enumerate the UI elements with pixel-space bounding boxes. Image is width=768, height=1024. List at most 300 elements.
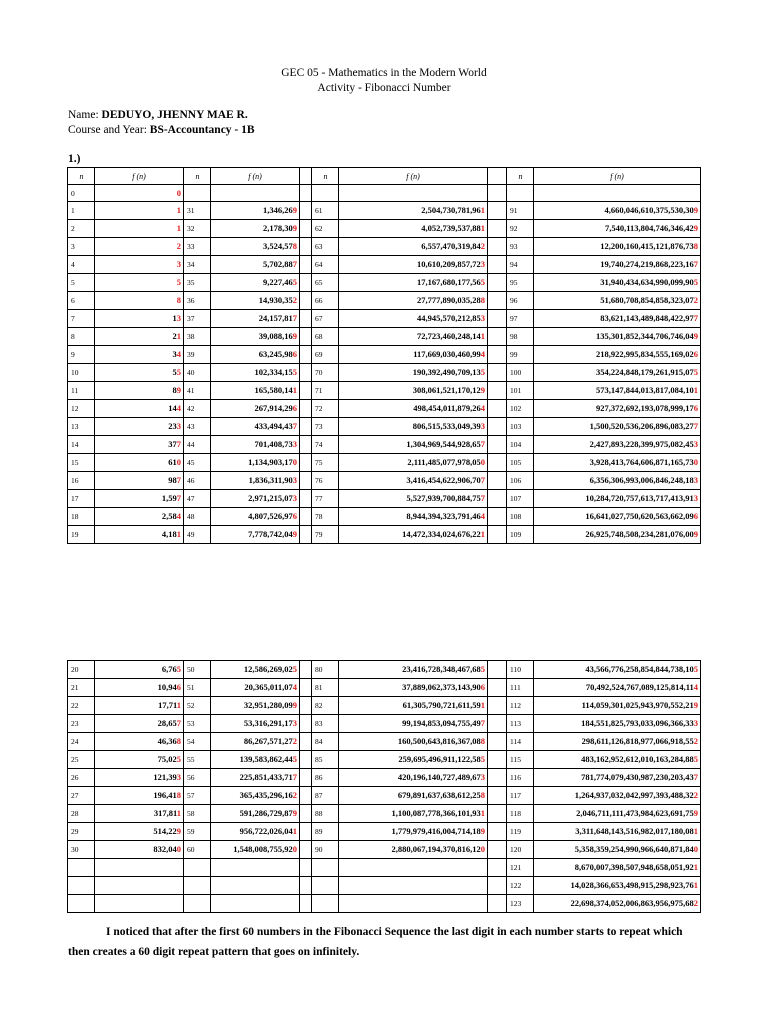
- column-spacer: [300, 661, 312, 679]
- fib-value: 2,58: [161, 511, 177, 521]
- column-spacer: [488, 490, 507, 508]
- fib-index-cell: 103: [507, 418, 534, 436]
- fib-value-last-digit: 0: [292, 457, 297, 467]
- table-row: [68, 436, 701, 454]
- fib-value-cell: [211, 274, 300, 292]
- column-spacer: [488, 346, 507, 364]
- fib-index-cell: 111: [507, 679, 534, 697]
- column-spacer: [300, 328, 312, 346]
- column-spacer: [300, 823, 312, 841]
- fib-value-last-digit: 5: [176, 367, 181, 377]
- fib-value-cell: [534, 679, 701, 697]
- fib-value-last-digit: 6: [292, 349, 297, 359]
- fib-index-cell: 63: [312, 238, 339, 256]
- course-title: GEC 05 - Mathematics in the Modern World: [281, 67, 487, 79]
- fib-value: 51,680,708,854,858,323,07: [600, 295, 694, 305]
- fib-value: 498,454,011,879,26: [413, 403, 481, 413]
- fib-index-cell: 34: [184, 256, 211, 274]
- table-header-row: [68, 168, 701, 185]
- fib-value-cell: [534, 274, 701, 292]
- column-spacer: [488, 364, 507, 382]
- table-row: [68, 751, 701, 769]
- fib-value: 102,334,15: [254, 367, 293, 377]
- fib-value: 165,580,14: [254, 385, 293, 395]
- fib-value-cell: [211, 202, 300, 220]
- fib-index-cell: 38: [184, 328, 211, 346]
- fib-value: 3,524,57: [263, 241, 293, 251]
- fib-value: 2,504,730,781,96: [421, 205, 481, 215]
- column-spacer: [488, 220, 507, 238]
- fib-index-cell: 106: [507, 472, 534, 490]
- fib-value-cell: [339, 508, 488, 526]
- fib-value-last-digit: 9: [292, 223, 297, 233]
- fib-value-cell: [211, 805, 300, 823]
- fib-index-cell: 121: [507, 859, 534, 877]
- fib-value-cell: [339, 202, 488, 220]
- fib-index-cell: 119: [507, 823, 534, 841]
- table-row: [68, 454, 701, 472]
- column-spacer: [488, 733, 507, 751]
- column-spacer: [488, 400, 507, 418]
- fib-value: 1,134,903,17: [248, 457, 293, 467]
- fib-index-cell: 122: [507, 877, 534, 895]
- column-spacer: [300, 805, 312, 823]
- column-spacer: [488, 787, 507, 805]
- table-row: [68, 841, 701, 859]
- fib-value: 6,557,470,319,84: [421, 241, 481, 251]
- fib-index-cell: 102: [507, 400, 534, 418]
- fib-value-cell: [211, 697, 300, 715]
- fib-value: 43,566,776,258,854,844,738,10: [585, 664, 694, 674]
- fib-value: 135,301,852,344,706,746,04: [596, 331, 694, 341]
- fib-value-cell: [95, 418, 184, 436]
- fib-value-last-digit: 6: [292, 403, 297, 413]
- header-fn: f (n): [211, 168, 300, 185]
- fib-value-last-digit: 2: [292, 790, 297, 800]
- fib-value-cell: [534, 346, 701, 364]
- column-spacer: [300, 202, 312, 220]
- fib-value-cell: [339, 895, 488, 913]
- fib-value-last-digit: 5: [292, 277, 297, 287]
- fib-value-cell: [339, 364, 488, 382]
- fib-value: 267,914,29: [254, 403, 293, 413]
- fib-value-last-digit: 1: [480, 700, 485, 710]
- column-spacer: [300, 508, 312, 526]
- fib-index-cell: 15: [68, 454, 95, 472]
- fib-index-cell: 1: [68, 202, 95, 220]
- fib-index-cell: 60: [184, 841, 211, 859]
- fib-index-cell: 95: [507, 274, 534, 292]
- fib-value-last-digit: 8: [480, 790, 485, 800]
- fib-index-cell: 18: [68, 508, 95, 526]
- fib-value: 3,928,413,764,606,871,165,73: [589, 457, 694, 467]
- fib-value-cell: [339, 256, 488, 274]
- fib-value-cell: [339, 526, 488, 544]
- fib-value-last-digit: 3: [693, 439, 698, 449]
- fib-value-last-digit: 4: [176, 349, 181, 359]
- fib-index-cell: 41: [184, 382, 211, 400]
- fib-value: 5,358,359,254,990,966,640,871,84: [574, 844, 694, 854]
- fib-value-cell: [95, 490, 184, 508]
- fib-value: 121,39: [153, 772, 177, 782]
- fib-value: 573,147,844,013,817,084,10: [596, 385, 694, 395]
- fib-value: 14,930,35: [258, 295, 293, 305]
- fib-value-cell: [534, 661, 701, 679]
- fib-value-cell: [95, 292, 184, 310]
- fib-value-cell: [534, 841, 701, 859]
- fib-value-cell: [95, 526, 184, 544]
- column-spacer: [300, 418, 312, 436]
- fib-value-last-digit: 5: [292, 664, 297, 674]
- fib-value-last-digit: 4: [480, 349, 485, 359]
- fib-value-last-digit: 9: [693, 205, 698, 215]
- fib-value-cell: [211, 472, 300, 490]
- fib-value-cell: [339, 490, 488, 508]
- fib-value-last-digit: 3: [292, 493, 297, 503]
- fib-value-cell: [211, 823, 300, 841]
- fib-value: 20,365,011,07: [244, 682, 293, 692]
- fib-index-cell: 80: [312, 661, 339, 679]
- column-spacer: [488, 238, 507, 256]
- header-fn: f (n): [95, 168, 184, 185]
- fib-index-cell: 107: [507, 490, 534, 508]
- fib-index-cell: 43: [184, 418, 211, 436]
- fib-value: 37: [168, 439, 177, 449]
- column-spacer: [300, 733, 312, 751]
- fib-value-cell: [534, 895, 701, 913]
- student-info: [68, 108, 255, 138]
- fib-value: 2,178,30: [263, 223, 293, 233]
- fib-value-cell: [95, 436, 184, 454]
- fib-value-last-digit: 2: [693, 898, 698, 908]
- fib-value-cell: [211, 185, 300, 202]
- fib-value-last-digit: 7: [480, 718, 485, 728]
- fib-value-last-digit: 9: [480, 826, 485, 836]
- table-row: [68, 823, 701, 841]
- fib-value: 24,157,81: [258, 313, 293, 323]
- fib-index-cell: 42: [184, 400, 211, 418]
- fib-value-last-digit: 9: [292, 808, 297, 818]
- fib-value-last-digit: 6: [292, 511, 297, 521]
- column-spacer: [300, 679, 312, 697]
- fib-value-cell: [211, 346, 300, 364]
- column-spacer: [488, 823, 507, 841]
- student-course: BS-Accountancy - 1B: [149, 124, 255, 136]
- fibonacci-table-upper: [67, 167, 701, 544]
- fib-index-cell: 76: [312, 472, 339, 490]
- fib-index-cell: [312, 877, 339, 895]
- fib-value-cell: [95, 715, 184, 733]
- fib-value-cell: [211, 310, 300, 328]
- fib-value: 4,660,046,610,375,530,30: [604, 205, 694, 215]
- fib-value-cell: [95, 895, 184, 913]
- fib-value: 298,611,126,818,977,066,918,55: [581, 736, 694, 746]
- fib-value: 701,408,73: [254, 439, 293, 449]
- fib-value-last-digit: 1: [176, 700, 181, 710]
- fib-value: 27,777,890,035,28: [417, 295, 481, 305]
- fib-value: 5,527,939,700,884,75: [406, 493, 481, 503]
- student-name: DEDUYO, JHENNY MAE R.: [101, 109, 248, 121]
- fib-index-cell: 123: [507, 895, 534, 913]
- fib-value-last-digit: 9: [693, 223, 698, 233]
- table-row: [68, 733, 701, 751]
- fib-index-cell: 114: [507, 733, 534, 751]
- fib-value: 16,641,027,750,620,563,662,09: [585, 511, 694, 521]
- fib-value-last-digit: 6: [693, 349, 698, 359]
- table-row: [68, 185, 701, 202]
- fib-value: 514,22: [153, 826, 177, 836]
- fib-value: 1,500,520,536,206,896,083,27: [589, 421, 694, 431]
- table-row: [68, 787, 701, 805]
- fib-value-last-digit: 9: [292, 529, 297, 539]
- column-spacer: [488, 168, 507, 185]
- column-spacer: [488, 715, 507, 733]
- fib-value: 23,416,728,348,467,68: [402, 664, 481, 674]
- fib-value-cell: [211, 418, 300, 436]
- fib-value-last-digit: 2: [292, 295, 297, 305]
- fib-value: 32,951,280,09: [243, 700, 293, 710]
- fib-value: 26,925,748,508,234,281,076,00: [585, 529, 694, 539]
- column-spacer: [488, 859, 507, 877]
- table-row: [68, 661, 701, 679]
- fib-value-last-digit: 5: [693, 754, 698, 764]
- fib-index-cell: 3: [68, 238, 95, 256]
- fib-value: 2,427,893,228,399,975,082,45: [589, 439, 694, 449]
- fib-value-cell: [211, 895, 300, 913]
- column-spacer: [488, 841, 507, 859]
- fib-index-cell: 77: [312, 490, 339, 508]
- fib-index-cell: 65: [312, 274, 339, 292]
- fib-value-last-digit: 1: [176, 331, 181, 341]
- header-fn: f (n): [339, 168, 488, 185]
- fib-value: 10,94: [157, 682, 177, 692]
- fib-value-cell: [95, 769, 184, 787]
- fib-index-cell: 116: [507, 769, 534, 787]
- table-row: [68, 895, 701, 913]
- column-spacer: [488, 436, 507, 454]
- table-row: [68, 274, 701, 292]
- fib-value: 86,267,571,27: [243, 736, 293, 746]
- column-spacer: [488, 697, 507, 715]
- fib-index-cell: [507, 185, 534, 202]
- fib-value: 19,740,274,219,868,223,16: [600, 259, 694, 269]
- fib-index-cell: 54: [184, 733, 211, 751]
- fib-index-cell: 101: [507, 382, 534, 400]
- fib-value-last-digit: 0: [693, 457, 698, 467]
- fib-value-cell: [534, 859, 701, 877]
- fib-value: 591,286,729,87: [239, 808, 293, 818]
- column-spacer: [488, 202, 507, 220]
- fib-value: 31,940,434,634,990,099,90: [600, 277, 694, 287]
- column-spacer: [300, 787, 312, 805]
- fib-value: 483,162,952,612,010,163,284,88: [581, 754, 694, 764]
- fib-index-cell: 85: [312, 751, 339, 769]
- table-row: [68, 679, 701, 697]
- fib-index-cell: 37: [184, 310, 211, 328]
- fib-value-last-digit: 9: [176, 826, 181, 836]
- column-spacer: [300, 274, 312, 292]
- fib-value: 956,722,026,04: [239, 826, 293, 836]
- fib-value-cell: [339, 697, 488, 715]
- fib-value: 317,81: [153, 808, 177, 818]
- fib-value-last-digit: 7: [693, 421, 698, 431]
- fib-value-cell: [339, 292, 488, 310]
- fib-value-last-digit: 9: [292, 205, 297, 215]
- fib-index-cell: 6: [68, 292, 95, 310]
- fib-value: 114,059,301,025,943,970,552,21: [581, 700, 694, 710]
- fib-value-cell: [95, 661, 184, 679]
- fib-value: 5,702,88: [263, 259, 293, 269]
- fib-value-cell: [95, 310, 184, 328]
- fib-index-cell: 75: [312, 454, 339, 472]
- fib-value: 10,284,720,757,613,717,413,91: [585, 493, 694, 503]
- fib-value-last-digit: 9: [292, 700, 297, 710]
- fib-value-cell: [95, 400, 184, 418]
- header-n: n: [68, 168, 95, 185]
- fib-value-cell: [211, 787, 300, 805]
- fib-index-cell: 58: [184, 805, 211, 823]
- column-spacer: [488, 310, 507, 328]
- course-line: [68, 123, 255, 138]
- column-spacer: [300, 238, 312, 256]
- column-spacer: [488, 526, 507, 544]
- fib-value-last-digit: 5: [480, 277, 485, 287]
- fib-value: 75,02: [157, 754, 177, 764]
- fib-value: 225,851,433,71: [239, 772, 293, 782]
- fib-value-last-digit: 3: [693, 475, 698, 485]
- fib-value-cell: [534, 823, 701, 841]
- fib-value-last-digit: 5: [292, 754, 297, 764]
- fib-index-cell: [68, 859, 95, 877]
- fib-index-cell: 45: [184, 454, 211, 472]
- fib-value: 2: [172, 331, 177, 341]
- fib-index-cell: 53: [184, 715, 211, 733]
- column-spacer: [300, 364, 312, 382]
- fib-index-cell: 2: [68, 220, 95, 238]
- fib-value-last-digit: 5: [176, 664, 181, 674]
- column-spacer: [488, 679, 507, 697]
- table-row: [68, 859, 701, 877]
- fib-value-cell: [95, 805, 184, 823]
- fib-index-cell: 86: [312, 769, 339, 787]
- fib-value-last-digit: 1: [480, 529, 485, 539]
- fib-value-last-digit: 2: [693, 736, 698, 746]
- fib-value-last-digit: 0: [693, 844, 698, 854]
- fib-value-last-digit: 3: [480, 772, 485, 782]
- fib-value-cell: [339, 877, 488, 895]
- fib-index-cell: 87: [312, 787, 339, 805]
- column-spacer: [300, 715, 312, 733]
- fib-value-last-digit: 8: [693, 241, 698, 251]
- fib-index-cell: 61: [312, 202, 339, 220]
- fib-value-cell: [95, 679, 184, 697]
- fib-value-last-digit: 0: [176, 457, 181, 467]
- fib-index-cell: 94: [507, 256, 534, 274]
- fib-value-last-digit: 3: [693, 493, 698, 503]
- fib-index-cell: 27: [68, 787, 95, 805]
- name-line: [68, 108, 255, 123]
- fib-index-cell: 64: [312, 256, 339, 274]
- fib-index-cell: 82: [312, 697, 339, 715]
- fib-value-last-digit: 8: [480, 295, 485, 305]
- fib-index-cell: 0: [68, 185, 95, 202]
- fib-value: 2,971,215,07: [248, 493, 293, 503]
- fib-value-last-digit: 7: [693, 313, 698, 323]
- fib-value-cell: [95, 787, 184, 805]
- fib-index-cell: 25: [68, 751, 95, 769]
- fib-value-last-digit: 5: [176, 277, 181, 287]
- fib-value-last-digit: 3: [480, 313, 485, 323]
- fib-value: 14,472,334,024,676,22: [402, 529, 481, 539]
- table-row: [68, 877, 701, 895]
- fib-value-cell: [339, 841, 488, 859]
- fib-value-cell: [211, 508, 300, 526]
- fib-value-cell: [95, 185, 184, 202]
- fib-index-cell: 92: [507, 220, 534, 238]
- fib-value: 3,416,454,622,906,70: [406, 475, 481, 485]
- fib-value: 832,04: [153, 844, 177, 854]
- column-spacer: [300, 751, 312, 769]
- fib-value-last-digit: 1: [176, 223, 181, 233]
- fib-index-cell: 50: [184, 661, 211, 679]
- fib-value-last-digit: 8: [176, 295, 181, 305]
- fib-value-cell: [95, 346, 184, 364]
- fib-index-cell: [184, 895, 211, 913]
- fib-value-cell: [534, 769, 701, 787]
- fib-index-cell: 74: [312, 436, 339, 454]
- column-spacer: [300, 697, 312, 715]
- fib-value-last-digit: 1: [176, 205, 181, 215]
- fib-value-cell: [95, 202, 184, 220]
- fib-value-cell: [534, 185, 701, 202]
- fib-value-last-digit: 7: [292, 421, 297, 431]
- column-spacer: [300, 490, 312, 508]
- fib-value-cell: [211, 382, 300, 400]
- fib-index-cell: 69: [312, 346, 339, 364]
- fib-value-last-digit: 0: [480, 457, 485, 467]
- fib-value: 190,392,490,709,13: [412, 367, 481, 377]
- fib-value-last-digit: 8: [480, 736, 485, 746]
- fib-value: 806,515,533,049,39: [412, 421, 481, 431]
- fib-index-cell: 108: [507, 508, 534, 526]
- fib-index-cell: 71: [312, 382, 339, 400]
- fib-value-last-digit: 5: [292, 367, 297, 377]
- fib-value-cell: [534, 256, 701, 274]
- fib-value-cell: [339, 238, 488, 256]
- fib-index-cell: [68, 895, 95, 913]
- fib-value: 63,245,98: [258, 349, 293, 359]
- fib-value-last-digit: 1: [693, 826, 698, 836]
- fib-index-cell: 109: [507, 526, 534, 544]
- fib-value-last-digit: 5: [480, 367, 485, 377]
- fib-index-cell: 31: [184, 202, 211, 220]
- fib-index-cell: 72: [312, 400, 339, 418]
- fib-index-cell: 29: [68, 823, 95, 841]
- column-spacer: [488, 454, 507, 472]
- fib-value: 2,046,711,111,473,984,623,691,75: [576, 808, 694, 818]
- column-spacer: [300, 895, 312, 913]
- fib-value: 365,435,296,16: [239, 790, 293, 800]
- fib-index-cell: 10: [68, 364, 95, 382]
- fib-value: 8: [172, 385, 177, 395]
- column-spacer: [488, 328, 507, 346]
- fib-index-cell: 56: [184, 769, 211, 787]
- fib-value: 1,346,26: [263, 205, 293, 215]
- table-row: [68, 364, 701, 382]
- table-row: [68, 256, 701, 274]
- fib-index-cell: 113: [507, 715, 534, 733]
- fib-value-last-digit: 7: [693, 772, 698, 782]
